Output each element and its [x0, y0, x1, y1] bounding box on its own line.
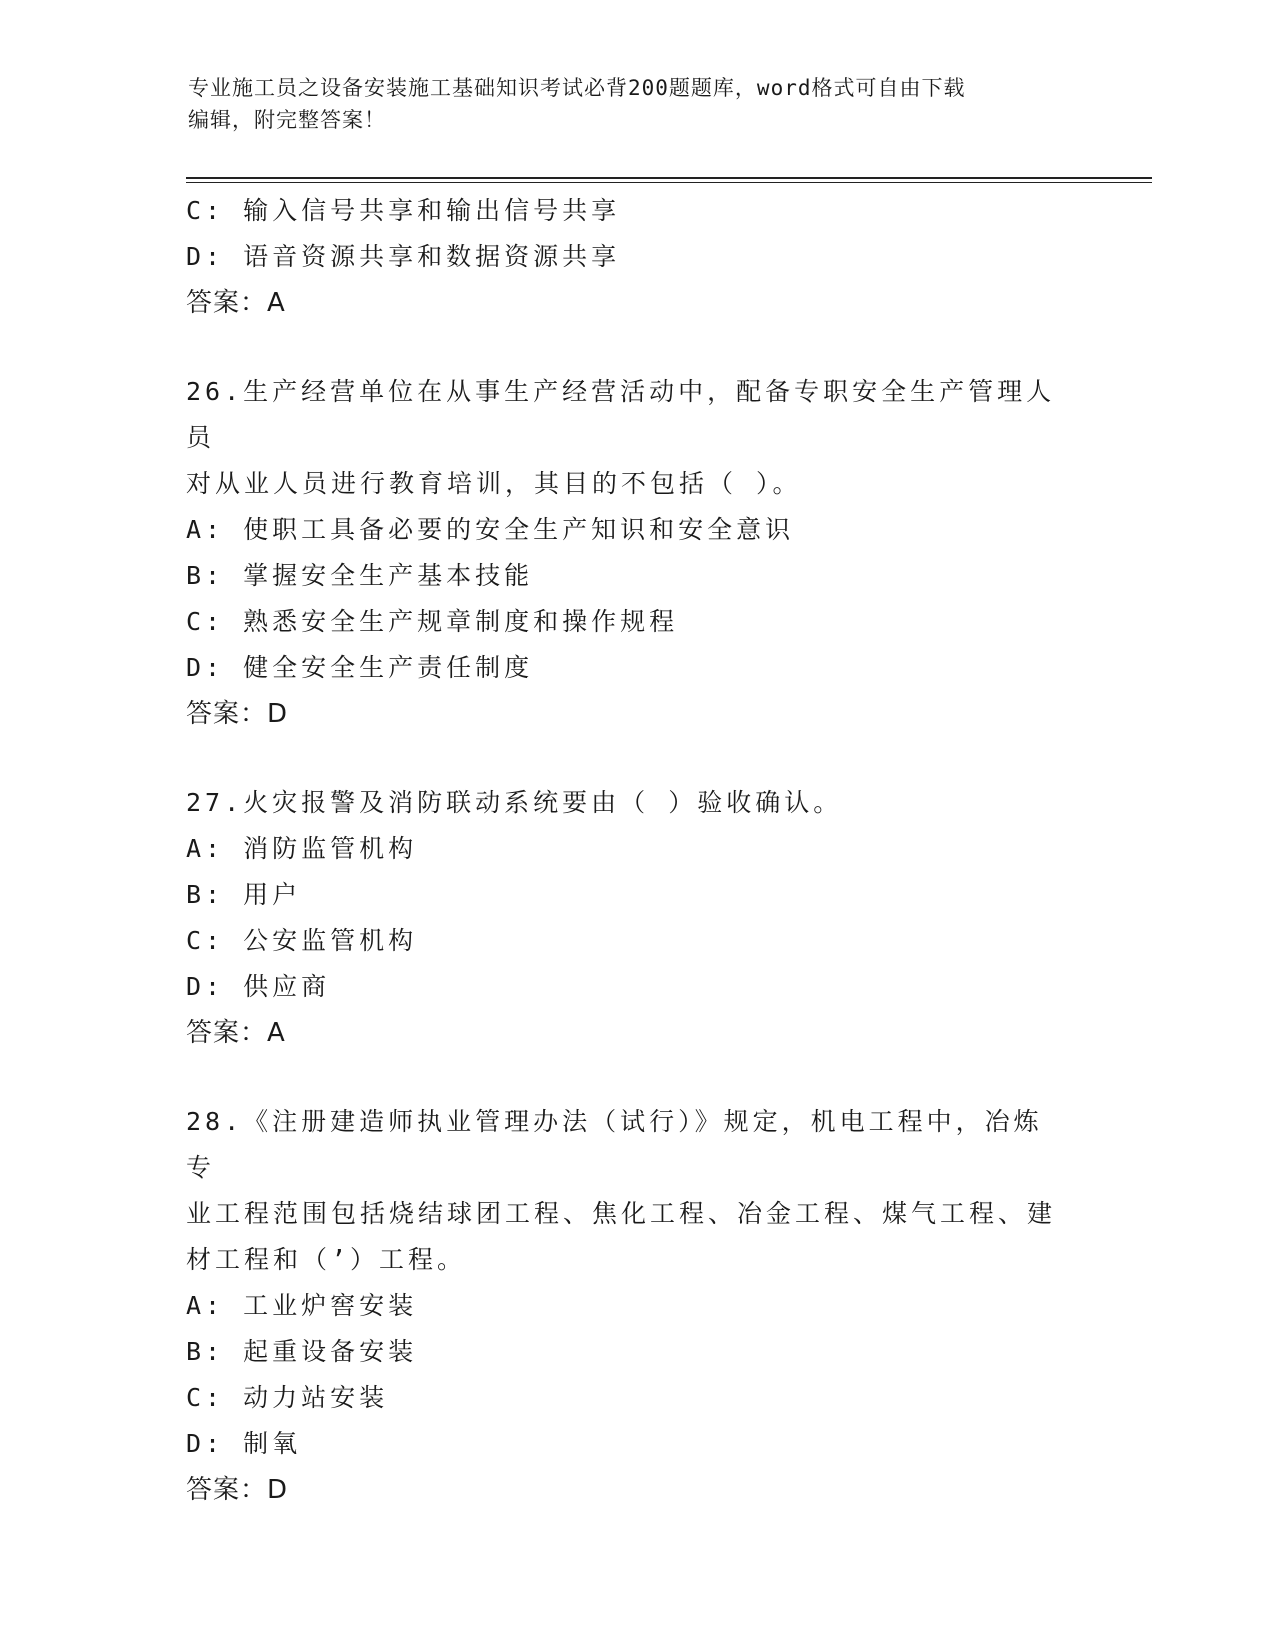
question-stem: 26.生产经营单位在从事生产经营活动中，配备专职安全生产管理人员 对从业人员进行教育培训，其目的不包括（ ）。	[186, 377, 1056, 498]
option-c: C: 输入信号共享和输出信号共享	[186, 196, 621, 225]
header-line-1: 专业施工员之设备安装施工基础知识考试必背200题题库，word格式可自由下载	[188, 76, 966, 100]
option-d: D: 供应商	[186, 972, 331, 1001]
option-b: B: 起重设备安装	[186, 1337, 418, 1366]
option-a: A: 使职工具备必要的安全生产知识和安全意识	[186, 515, 795, 544]
option-c: C: 动力站安装	[186, 1383, 389, 1412]
option-b: B: 掌握安全生产基本技能	[186, 561, 534, 590]
answer-line: 答案：A	[186, 1018, 286, 1048]
option-a: A: 工业炉窖安装	[186, 1291, 418, 1320]
option-d: D: 语音资源共享和数据资源共享	[186, 242, 621, 271]
question-stem: 27.火灾报警及消防联动系统要由（ ）验收确认。	[186, 788, 843, 817]
document-body	[186, 188, 1086, 1513]
option-c: C: 熟悉安全生产规章制度和操作规程	[186, 607, 679, 636]
question-stem: 28.《注册建造师执业管理办法（试行）》规定，机电工程中，冶炼专 业工程范围包括烧结球团工程、焦化工程、冶金工程、煤气工程、建 材工程和（’）工程。	[186, 1107, 1057, 1274]
option-a: A: 消防监管机构	[186, 834, 418, 863]
question-28	[186, 1099, 1086, 1513]
header-divider-thick	[186, 177, 1152, 179]
option-d: D: 制氧	[186, 1429, 302, 1458]
header-divider-thin	[186, 182, 1152, 183]
question-26	[186, 369, 1086, 737]
header-line-2: 编辑，附完整答案！	[188, 108, 386, 132]
answer-line: 答案：D	[186, 699, 289, 729]
answer-line: 答案：D	[186, 1475, 289, 1505]
answer-line: 答案：A	[186, 288, 286, 318]
question-25-tail	[186, 188, 1086, 326]
question-27	[186, 780, 1086, 1056]
option-d: D: 健全安全生产责任制度	[186, 653, 534, 682]
option-c: C: 公安监管机构	[186, 926, 418, 955]
document-header	[188, 72, 1078, 136]
option-b: B: 用户	[186, 880, 302, 909]
